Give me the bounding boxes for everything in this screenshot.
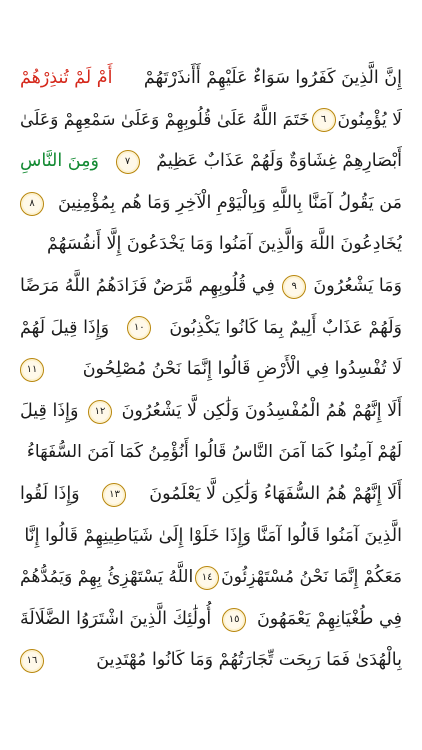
verse-line (20, 141, 402, 183)
verse-text[interactable]: لَا تُفْسِدُوا فِي الْأَرْضِ قَالُوا إِنَّمَا نَحْنُ مُصْلِحُونَ (82, 359, 402, 380)
verse-line (20, 516, 402, 558)
ayah-number-marker[interactable]: ١٢ (88, 400, 112, 424)
verse-text[interactable]: مَعَكُمْ إِنَّمَا نَحْنُ مُسْتَهْزِئُونَ (221, 567, 402, 588)
verse-text[interactable]: فِي قُلُوبِهِم مَّرَضٌ فَزَادَهُمُ اللَّهُ مَرَضًا (20, 275, 275, 296)
verse-lines (20, 58, 402, 682)
verse-text[interactable]: وَإِذَا قِيلَ لَهُمْ (20, 317, 110, 338)
ayah-number-marker[interactable]: ١٤ (195, 566, 219, 590)
verse-text[interactable]: لَهُمْ آمِنُوا كَمَا آمَنَ النَّاسُ قَالُوا أَنُؤْمِنُ كَمَا آمَنَ السُّفَهَاءُ (26, 442, 402, 463)
verse-text[interactable]: وَمَا يَشْعُرُونَ (313, 275, 402, 296)
ayah-number-marker[interactable]: ١١ (20, 358, 44, 382)
verse-line (20, 349, 402, 391)
ayah-number-marker[interactable]: ١٥ (222, 608, 246, 632)
verse-text[interactable]: أَلَا إِنَّهُمْ هُمُ السُّفَهَاءُ وَلَٰكِن لَّا يَعْلَمُونَ (149, 483, 402, 504)
verse-line (20, 183, 402, 225)
verse-text[interactable]: وَإِذَا قِيلَ (20, 400, 79, 421)
verse-line (20, 432, 402, 474)
verse-line (20, 391, 402, 433)
verse-line (20, 557, 402, 599)
ayah-number-marker[interactable]: ١٣ (102, 483, 126, 507)
verse-text[interactable]: إِنَّ الَّذِينَ كَفَرُوا سَوَاءٌ عَلَيْهِمْ أَأَنذَرْتَهُمْ (143, 68, 402, 88)
verse-line (20, 224, 402, 266)
verse-line (20, 100, 402, 142)
verse-line (20, 599, 402, 641)
verse-line (20, 58, 402, 100)
ayah-number-marker[interactable]: ٧ (116, 150, 140, 174)
ayah-number-marker[interactable]: ٦ (312, 108, 336, 132)
verse-text[interactable]: أَبْصَارِهِمْ غِشَاوَةٌ وَلَهُمْ عَذَابٌ عَظِيمٌ (156, 151, 402, 172)
verse-line (20, 640, 402, 682)
verse-text[interactable]: وَلَهُمْ عَذَابٌ أَلِيمٌ بِمَا كَانُوا يَكْذِبُونَ (169, 317, 402, 338)
verse-text[interactable]: أُولَٰئِكَ الَّذِينَ اشْتَرَوُا الضَّلَالَةَ (20, 608, 212, 629)
verse-text[interactable]: اللَّهُ يَسْتَهْزِئُ بِهِمْ وَيَمُدُّهُمْ (20, 567, 194, 588)
verse-text[interactable]: الَّذِينَ آمَنُوا قَالُوا آمَنَّا وَإِذَا خَلَوْا إِلَىٰ شَيَاطِينِهِمْ قَالُوا إِنَّا (24, 525, 402, 546)
verse-line (20, 266, 402, 308)
verse-text[interactable]: خَتَمَ اللَّهُ عَلَىٰ قُلُوبِهِمْ وَعَلَىٰ سَمْعِهِمْ وَعَلَىٰ (20, 109, 310, 130)
ayah-number-marker[interactable]: ٨ (20, 192, 44, 216)
verse-text[interactable]: أَمْ لَمْ تُنذِرْهُمْ (20, 68, 113, 88)
ayah-number-marker[interactable]: ١٠ (127, 316, 151, 340)
verse-text[interactable]: أَلَا إِنَّهُمْ هُمُ الْمُفْسِدُونَ وَلَٰكِن لَّا يَشْعُرُونَ (121, 400, 402, 421)
verse-text[interactable]: مَن يَقُولُ آمَنَّا بِاللَّهِ وَبِالْيَوْمِ الْآخِرِ وَمَا هُم بِمُؤْمِنِينَ (57, 192, 402, 213)
verse-text[interactable]: فِي طُغْيَانِهِمْ يَعْمَهُونَ (256, 608, 402, 629)
verse-text[interactable]: بِالْهُدَىٰ فَمَا رَبِحَت تِّجَارَتُهُمْ وَمَا كَانُوا مُهْتَدِينَ (96, 650, 402, 671)
verse-text[interactable]: يُخَادِعُونَ اللَّهَ وَالَّذِينَ آمَنُوا وَمَا يَخْدَعُونَ إِلَّا أَنفُسَهُمْ (47, 234, 402, 255)
ayah-number-marker[interactable]: ١٦ (20, 649, 44, 673)
verse-text[interactable]: وَإِذَا لَقُوا (20, 483, 80, 504)
verse-text[interactable]: لَا يُؤْمِنُونَ (337, 109, 402, 130)
ayah-number-marker[interactable]: ٩ (282, 275, 306, 299)
verse-line (20, 474, 402, 516)
verse-line (20, 308, 402, 350)
verse-text[interactable]: وَمِنَ النَّاسِ (20, 151, 99, 172)
